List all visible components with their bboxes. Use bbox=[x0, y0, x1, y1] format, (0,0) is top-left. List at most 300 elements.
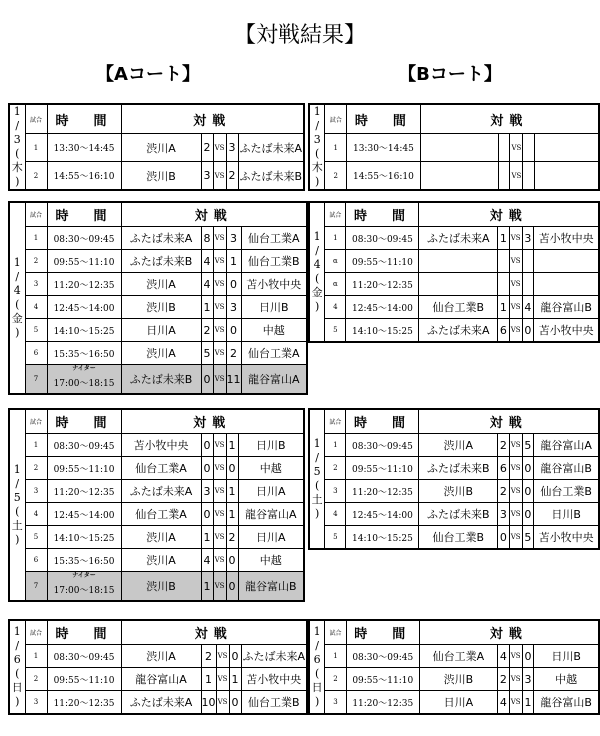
match-time-text: 12:45～14:00 bbox=[352, 510, 413, 521]
match-number: 1 bbox=[325, 227, 346, 250]
vs-label: VS bbox=[213, 365, 226, 395]
match-time-text: 13:30～14:45 bbox=[352, 144, 414, 155]
date-label bbox=[309, 104, 325, 190]
vs-label: VS bbox=[510, 162, 523, 190]
vs-label: VS bbox=[509, 227, 522, 250]
match-row bbox=[9, 342, 307, 365]
date-char: 1 bbox=[313, 437, 321, 450]
home-score: 4 bbox=[201, 250, 213, 273]
away-team: 日川A bbox=[238, 480, 304, 503]
away-score: 0 bbox=[229, 691, 241, 715]
away-score: 0 bbox=[226, 549, 238, 572]
date-char: ) bbox=[314, 300, 320, 313]
match-time bbox=[47, 691, 121, 715]
header-time: 時 間 bbox=[47, 409, 121, 434]
date-char: ( bbox=[314, 479, 320, 492]
match-number: 2 bbox=[325, 457, 346, 480]
match-number: 1 bbox=[325, 645, 346, 668]
date-char: ( bbox=[315, 147, 320, 160]
header-match: 対戦 bbox=[121, 409, 304, 434]
home-team: 渋川B bbox=[121, 296, 201, 319]
header-match: 対戦 bbox=[121, 104, 304, 134]
match-row bbox=[9, 162, 304, 190]
away-team: 仙台工業B bbox=[241, 250, 307, 273]
home-team: 渋川A bbox=[419, 434, 498, 457]
vs-label: VS bbox=[509, 526, 522, 550]
court_b-day-table bbox=[308, 619, 600, 715]
date-char: 土 bbox=[311, 493, 323, 506]
vs-label: VS bbox=[510, 134, 523, 162]
court_b-day-table bbox=[308, 103, 600, 191]
match-time bbox=[347, 162, 421, 190]
home-score: 1 bbox=[498, 296, 510, 319]
home-team: ふたば未来B bbox=[121, 365, 201, 395]
date-char: 1 bbox=[313, 230, 321, 243]
home-team: 龍谷富山A bbox=[121, 668, 201, 691]
match-time bbox=[47, 480, 121, 503]
match-number: 5 bbox=[25, 319, 47, 342]
away-score: 0 bbox=[226, 457, 238, 480]
date-label bbox=[309, 202, 325, 342]
away-score: 0 bbox=[522, 503, 534, 526]
vs-label: VS bbox=[216, 691, 229, 715]
vs-label: VS bbox=[216, 645, 229, 668]
match-row bbox=[9, 273, 307, 296]
date-char: / bbox=[15, 477, 20, 490]
match-time bbox=[346, 526, 419, 550]
match-time-text: 11:20～12:35 bbox=[352, 698, 414, 709]
away-score bbox=[522, 273, 534, 296]
away-score: 2 bbox=[226, 526, 238, 549]
home-team: 仙台工業A bbox=[121, 503, 201, 526]
home-team: ふたば未来B bbox=[419, 503, 498, 526]
home-score: 1 bbox=[201, 668, 216, 691]
vs-label: VS bbox=[213, 434, 226, 457]
match-number: 7 bbox=[25, 572, 47, 602]
match-row bbox=[9, 503, 304, 526]
away-team: 中越 bbox=[238, 457, 304, 480]
match-row bbox=[309, 250, 599, 273]
match-time bbox=[47, 250, 121, 273]
vs-label: VS bbox=[509, 691, 522, 715]
match-time bbox=[47, 503, 121, 526]
vs-label: VS bbox=[509, 668, 522, 691]
home-team: 渋川B bbox=[419, 480, 498, 503]
away-team: 龍谷富山B bbox=[534, 296, 599, 319]
date-label bbox=[309, 409, 325, 549]
court_a-day-table bbox=[8, 619, 308, 715]
match-number: 3 bbox=[25, 273, 47, 296]
home-score: 1 bbox=[498, 227, 510, 250]
home-team: 渋川B bbox=[121, 162, 201, 190]
away-team: 仙台工業B bbox=[534, 480, 599, 503]
home-score: 4 bbox=[498, 691, 510, 715]
match-row bbox=[9, 250, 307, 273]
vs-label: VS bbox=[213, 319, 226, 342]
header-match-no: 試合 bbox=[25, 409, 47, 434]
match-time-text: 12:45～14:00 bbox=[53, 303, 115, 314]
away-team: 苫小牧中央 bbox=[534, 227, 599, 250]
date-char: ) bbox=[314, 695, 320, 708]
home-team: ふたば未来A bbox=[121, 227, 201, 250]
match-time bbox=[47, 342, 121, 365]
match-number: 5 bbox=[325, 319, 346, 343]
match-number: 2 bbox=[25, 457, 47, 480]
vs-label: VS bbox=[509, 319, 522, 343]
date-char: 木 bbox=[11, 161, 23, 174]
home-team: ふたば未来A bbox=[419, 227, 498, 250]
away-score: 1 bbox=[229, 668, 241, 691]
match-number: 5 bbox=[325, 526, 346, 550]
match-row bbox=[309, 526, 599, 550]
date-label bbox=[9, 409, 25, 601]
date-char: ( bbox=[15, 298, 20, 311]
match-time-text: 11:20～12:35 bbox=[53, 487, 115, 498]
home-team: 渋川B bbox=[419, 668, 497, 691]
date-label bbox=[9, 620, 25, 714]
match-time bbox=[346, 227, 419, 250]
away-score: 2 bbox=[226, 342, 241, 365]
match-time bbox=[47, 572, 121, 602]
home-score: 10 bbox=[201, 691, 216, 715]
header-match: 対戦 bbox=[419, 202, 599, 227]
match-row bbox=[309, 480, 599, 503]
header-match-no: 試合 bbox=[25, 202, 47, 227]
away-score: 1 bbox=[226, 250, 241, 273]
match-time bbox=[47, 162, 121, 190]
date-char: / bbox=[315, 244, 319, 257]
home-score bbox=[498, 162, 510, 190]
away-score: 0 bbox=[226, 319, 241, 342]
match-row bbox=[9, 296, 307, 319]
date-char: / bbox=[15, 639, 20, 652]
match-row bbox=[309, 691, 599, 715]
match-time bbox=[346, 668, 419, 691]
vs-label: VS bbox=[213, 250, 226, 273]
date-char: 土 bbox=[11, 519, 23, 532]
header-match: 対戦 bbox=[419, 409, 599, 434]
away-team: 日川B bbox=[534, 503, 599, 526]
date-char: ) bbox=[15, 695, 20, 708]
header-time: 時 間 bbox=[346, 620, 419, 645]
header-match-no: 試合 bbox=[325, 202, 346, 227]
date-label bbox=[9, 104, 25, 190]
home-score: 0 bbox=[201, 365, 213, 395]
vs-label: VS bbox=[216, 668, 229, 691]
home-score: 0 bbox=[201, 457, 213, 480]
home-score: 3 bbox=[201, 162, 213, 190]
match-time-text: 08:30～09:45 bbox=[352, 234, 413, 245]
match-time-text: 17:00～18:15 bbox=[53, 378, 115, 389]
away-score bbox=[523, 162, 535, 190]
match-row bbox=[9, 227, 307, 250]
date-char: 金 bbox=[11, 312, 23, 325]
match-row bbox=[309, 273, 599, 296]
match-time bbox=[47, 134, 121, 162]
away-team: 龍谷富山B bbox=[238, 572, 304, 602]
match-time-text: 11:20～12:35 bbox=[352, 487, 413, 498]
date-char: 木 bbox=[311, 161, 323, 174]
home-team bbox=[420, 134, 498, 162]
vs-label: VS bbox=[213, 572, 226, 602]
vs-label: VS bbox=[213, 457, 226, 480]
home-team: 渋川A bbox=[121, 526, 201, 549]
header-time: 時 間 bbox=[346, 202, 419, 227]
match-number: 2 bbox=[25, 250, 47, 273]
vs-label: VS bbox=[213, 162, 226, 190]
match-row bbox=[309, 434, 599, 457]
match-row bbox=[309, 457, 599, 480]
home-team: 日川A bbox=[419, 691, 497, 715]
home-score: 3 bbox=[201, 480, 213, 503]
date-char: ( bbox=[314, 667, 320, 680]
home-score: 2 bbox=[201, 134, 213, 162]
away-team: ふたば未来A bbox=[238, 134, 304, 162]
date-char: 1 bbox=[313, 625, 321, 638]
header-match-no: 試合 bbox=[325, 409, 346, 434]
away-score: 0 bbox=[226, 572, 238, 602]
home-team bbox=[419, 250, 498, 273]
date-char: 1 bbox=[13, 463, 21, 476]
home-team: 渋川B bbox=[121, 572, 201, 602]
date-label bbox=[9, 202, 25, 394]
away-score: 0 bbox=[522, 457, 534, 480]
away-team: 仙台工業A bbox=[241, 342, 307, 365]
header-time: 時 間 bbox=[47, 104, 121, 134]
match-row bbox=[309, 227, 599, 250]
date-char: 5 bbox=[313, 465, 321, 478]
away-score: 1 bbox=[226, 480, 238, 503]
away-score: 3 bbox=[522, 668, 534, 691]
match-row bbox=[9, 645, 307, 668]
away-team: 苫小牧中央 bbox=[534, 319, 599, 343]
match-time bbox=[347, 134, 421, 162]
home-score: 0 bbox=[498, 526, 510, 550]
match-row bbox=[309, 645, 599, 668]
away-team: 中越 bbox=[238, 549, 304, 572]
date-char: / bbox=[315, 451, 319, 464]
match-time bbox=[346, 319, 419, 343]
match-time bbox=[346, 273, 419, 296]
match-time-text: 15:35～16:50 bbox=[53, 349, 115, 360]
away-score: 1 bbox=[226, 434, 238, 457]
home-team: ふたば未来B bbox=[121, 250, 201, 273]
home-team bbox=[419, 273, 498, 296]
away-score: 4 bbox=[522, 296, 534, 319]
away-score: 5 bbox=[522, 434, 534, 457]
vs-label: VS bbox=[213, 480, 226, 503]
header-time: 時 間 bbox=[346, 409, 419, 434]
match-number: 4 bbox=[25, 296, 47, 319]
match-number: 1 bbox=[25, 645, 47, 668]
court_b-day-table bbox=[308, 408, 600, 550]
match-time-text: 08:30～09:45 bbox=[53, 652, 115, 663]
match-number: 5 bbox=[25, 526, 47, 549]
match-number: 1 bbox=[325, 134, 347, 162]
match-time bbox=[346, 645, 419, 668]
away-team bbox=[534, 273, 599, 296]
date-char: 5 bbox=[13, 491, 21, 504]
match-row bbox=[309, 162, 599, 190]
home-team: ふたば未来A bbox=[121, 480, 201, 503]
away-score bbox=[522, 250, 534, 273]
home-team bbox=[420, 162, 498, 190]
away-score: 3 bbox=[522, 227, 534, 250]
court_a-day-table bbox=[8, 408, 305, 602]
home-score: 8 bbox=[201, 227, 213, 250]
header-match: 対戦 bbox=[121, 202, 307, 227]
header-time: 時 間 bbox=[47, 202, 121, 227]
match-number: 6 bbox=[25, 549, 47, 572]
away-team: 苫小牧中央 bbox=[241, 273, 307, 296]
away-score: 2 bbox=[226, 162, 238, 190]
away-team: 日川B bbox=[238, 434, 304, 457]
match-row bbox=[9, 572, 304, 602]
away-score: 3 bbox=[226, 227, 241, 250]
date-char: ( bbox=[314, 272, 320, 285]
match-time-text: 17:00～18:15 bbox=[53, 585, 115, 596]
match-time bbox=[47, 365, 121, 395]
home-score: 0 bbox=[201, 434, 213, 457]
match-number: 3 bbox=[325, 691, 346, 715]
match-time-text: 12:45～14:00 bbox=[352, 303, 413, 314]
away-team bbox=[535, 134, 599, 162]
date-char: / bbox=[315, 639, 319, 652]
match-number: α bbox=[325, 273, 346, 296]
home-score: 4 bbox=[498, 645, 510, 668]
match-time bbox=[47, 273, 121, 296]
home-team: ふたば未来A bbox=[121, 691, 201, 715]
match-time bbox=[346, 457, 419, 480]
match-time bbox=[47, 434, 121, 457]
match-time-text: 09:55～11:10 bbox=[352, 675, 414, 686]
date-char: 1 bbox=[13, 105, 21, 118]
match-time-text: 08:30～09:45 bbox=[53, 234, 115, 245]
away-score: 3 bbox=[226, 134, 238, 162]
match-time bbox=[346, 250, 419, 273]
match-number: 2 bbox=[325, 668, 346, 691]
match-time bbox=[47, 549, 121, 572]
vs-label: VS bbox=[509, 296, 522, 319]
vs-label: VS bbox=[213, 342, 226, 365]
court_a-day-table bbox=[8, 103, 305, 191]
date-char: ) bbox=[15, 533, 20, 546]
match-row bbox=[309, 668, 599, 691]
home-team: 仙台工業B bbox=[419, 296, 498, 319]
match-time-text: 08:30～09:45 bbox=[53, 441, 115, 452]
vs-label: VS bbox=[509, 250, 522, 273]
away-team: 日川A bbox=[238, 526, 304, 549]
home-team: 仙台工業B bbox=[419, 526, 498, 550]
match-time-text: 14:10～15:25 bbox=[352, 326, 413, 337]
match-time bbox=[47, 319, 121, 342]
vs-label: VS bbox=[509, 503, 522, 526]
match-row bbox=[309, 319, 599, 343]
away-score: 11 bbox=[226, 365, 241, 395]
match-time-text: 14:55～16:10 bbox=[352, 172, 414, 182]
match-time bbox=[47, 457, 121, 480]
vs-label: VS bbox=[213, 273, 226, 296]
date-char: 3 bbox=[313, 133, 321, 146]
home-score: 1 bbox=[201, 526, 213, 549]
match-number: 1 bbox=[325, 434, 346, 457]
match-row bbox=[9, 526, 304, 549]
match-number: α bbox=[325, 250, 346, 273]
match-number: 4 bbox=[325, 296, 346, 319]
match-number: 2 bbox=[325, 162, 347, 190]
date-char: 4 bbox=[313, 258, 321, 271]
date-char: 1 bbox=[13, 256, 21, 269]
vs-label: VS bbox=[509, 480, 522, 503]
home-score: 6 bbox=[498, 319, 510, 343]
home-score: 5 bbox=[201, 342, 213, 365]
match-time bbox=[346, 480, 419, 503]
match-number: 4 bbox=[25, 503, 47, 526]
away-team: 仙台工業B bbox=[241, 691, 307, 715]
home-score: 4 bbox=[201, 273, 213, 296]
date-char: 1 bbox=[13, 625, 21, 638]
court_a-day-table bbox=[8, 201, 308, 395]
header-match: 対戦 bbox=[121, 620, 307, 645]
match-row bbox=[309, 503, 599, 526]
vs-label: VS bbox=[213, 227, 226, 250]
home-team: 渋川A bbox=[121, 342, 201, 365]
match-row bbox=[9, 319, 307, 342]
home-team: 苫小牧中央 bbox=[121, 434, 201, 457]
date-char: / bbox=[15, 119, 20, 132]
home-team: 日川A bbox=[121, 319, 201, 342]
match-time-text: 14:55～16:10 bbox=[53, 172, 115, 182]
home-team: ふたば未来B bbox=[419, 457, 498, 480]
match-number: 3 bbox=[25, 691, 47, 715]
match-row bbox=[9, 365, 307, 395]
away-team: 龍谷富山B bbox=[534, 457, 599, 480]
vs-label: VS bbox=[213, 549, 226, 572]
away-team: 仙台工業A bbox=[241, 227, 307, 250]
header-time: 時 間 bbox=[47, 620, 121, 645]
home-score: 3 bbox=[498, 503, 510, 526]
match-time-text: 15:35～16:50 bbox=[53, 556, 115, 567]
match-number: 7 bbox=[25, 365, 47, 395]
header-match-no: 試合 bbox=[325, 104, 347, 134]
away-score: 0 bbox=[226, 273, 241, 296]
match-time bbox=[47, 645, 121, 668]
vs-label: VS bbox=[509, 457, 522, 480]
match-time bbox=[346, 691, 419, 715]
date-char: 日 bbox=[311, 681, 323, 694]
match-time-text: 09:55～11:10 bbox=[53, 257, 115, 268]
home-score: 2 bbox=[498, 434, 510, 457]
match-row bbox=[9, 457, 304, 480]
match-row bbox=[9, 668, 307, 691]
date-char: ) bbox=[315, 175, 320, 188]
away-score: 1 bbox=[522, 691, 534, 715]
away-team: 日川B bbox=[534, 645, 599, 668]
date-char: ) bbox=[314, 507, 320, 520]
away-score: 0 bbox=[229, 645, 241, 668]
match-time-text: 08:30～09:45 bbox=[352, 441, 413, 452]
match-time bbox=[47, 526, 121, 549]
match-row bbox=[9, 691, 307, 715]
vs-label: VS bbox=[509, 645, 522, 668]
away-score: 0 bbox=[522, 319, 534, 343]
match-time-text: 09:55～11:10 bbox=[352, 257, 413, 268]
away-team: 日川B bbox=[241, 296, 307, 319]
match-time-text: 11:20～12:35 bbox=[352, 280, 413, 291]
home-score: 2 bbox=[498, 480, 510, 503]
away-team: ふたば未来B bbox=[238, 162, 304, 190]
match-time-text: 14:10～15:25 bbox=[352, 533, 413, 544]
